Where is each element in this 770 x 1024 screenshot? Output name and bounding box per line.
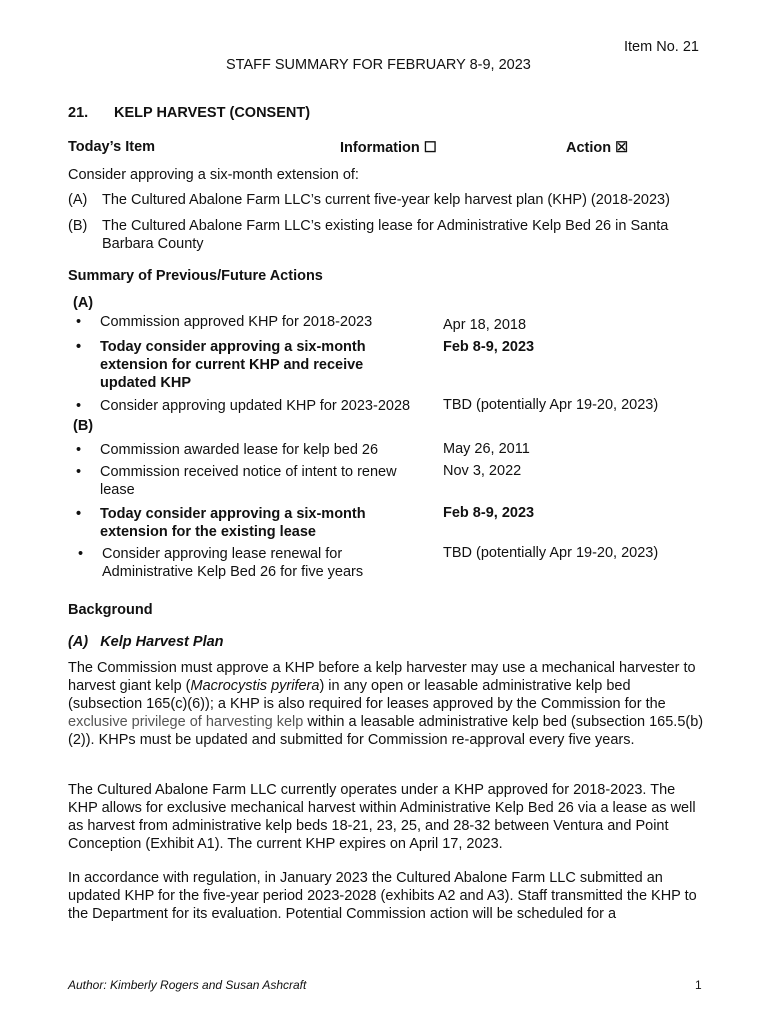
action-date: Apr 18, 2018 — [443, 317, 527, 333]
list-item — [76, 441, 436, 459]
bullet-icon: • — [78, 546, 84, 562]
item-a-label: (A) — [68, 192, 88, 208]
action-date: Nov 3, 2022 — [443, 463, 522, 479]
staff-summary-title: STAFF SUMMARY FOR FEBRUARY 8-9, 2023 — [226, 57, 531, 73]
bullet-icon: • — [76, 506, 82, 522]
list-item — [78, 545, 438, 581]
action-checkbox-label: Action ☒ — [566, 140, 629, 156]
list-item — [76, 338, 436, 392]
action-text: Consider approving updated KHP for 2023-2028 — [100, 398, 411, 414]
list-item — [76, 397, 436, 415]
page-number: 1 — [695, 978, 702, 992]
consider-intro: Consider approving a six-month extension of: — [68, 167, 359, 183]
footer-author: Author: Kimberly Rogers and Susan Ashcraft — [68, 978, 307, 992]
summary-b-label: (B) — [73, 418, 94, 434]
list-item — [76, 505, 436, 541]
summary-a-label: (A) — [73, 295, 94, 311]
bullet-icon: • — [76, 398, 82, 414]
bullet-icon: • — [76, 314, 82, 330]
background-paragraph-1 — [68, 659, 708, 749]
action-date: May 26, 2011 — [443, 441, 530, 457]
item-b-text: The Cultured Abalone Farm LLC’s existing lease for Administrative Kelp Bed 26 in Santa Barbara County — [102, 218, 669, 252]
item-number-label: Item No. 21 — [624, 39, 699, 55]
exclusive-privilege-link[interactable]: exclusive privilege of harvesting kelp — [68, 714, 304, 730]
list-item — [76, 463, 436, 499]
paragraph-text: within a leasable administrative kelp bed (subsection 165.5(b)(2)). KHPs must be updated and submitted for Commission re-approval every five years. — [68, 714, 704, 748]
action-text: Today consider approving a six-month extension for current KHP and receive updated KHP — [100, 339, 366, 391]
item-b-label: (B) — [68, 218, 88, 234]
background-paragraph-3: In accordance with regulation, in January 2023 the Cultured Abalone Farm LLC submitted an updated KHP for the five-year period 2023-2028 (exhibits A2 and A3). Staff transmitted the KHP to the Department for its evaluation. Potential Commission action will be scheduled for a — [68, 870, 697, 922]
action-text: Today consider approving a six-month extension for the existing lease — [100, 506, 366, 540]
action-text: Commission received notice of intent to renew lease — [100, 464, 397, 498]
item-a-text: The Cultured Abalone Farm LLC’s current five-year kelp harvest plan (KHP) (2018-2023) — [102, 192, 670, 208]
species-name: Macrocystis pyrifera — [190, 678, 320, 694]
action-text: Commission approved KHP for 2018-2023 — [100, 314, 373, 330]
kelp-harvest-plan-subheading: (A) Kelp Harvest Plan — [68, 634, 224, 650]
action-date: Feb 8-9, 2023 — [443, 505, 535, 521]
paragraph-text: The Commission must approve a KHP before a kelp harvester may use a mechanical harvester to harvest giant kelp ( — [68, 660, 696, 694]
item-number: 21. — [68, 105, 89, 121]
action-date: Feb 8-9, 2023 — [443, 339, 535, 355]
bullet-icon: • — [76, 464, 82, 480]
action-text: Commission awarded lease for kelp bed 26 — [100, 442, 379, 458]
action-date: TBD (potentially Apr 19-20, 2023) — [443, 397, 659, 413]
todays-item-label: Today’s Item — [68, 139, 156, 155]
action-date: TBD (potentially Apr 19-20, 2023) — [443, 545, 659, 561]
summary-heading: Summary of Previous/Future Actions — [68, 268, 323, 284]
background-paragraph-2: The Cultured Abalone Farm LLC currently operates under a KHP approved for 2018-2023. The KHP allows for exclusive mechanical harvest within Administrative Kelp Bed 26 via a lease as well as harvest from administrative kelp beds 18-21, 23, 25, and 28-32 between Ventura and Point Conception (Exhibit A1). The current KHP expires on April 17, 2023. — [68, 782, 696, 852]
action-text: Consider approving lease renewal for Administrative Kelp Bed 26 for five years — [102, 546, 364, 580]
information-checkbox-label: Information ☐ — [340, 140, 437, 156]
bullet-icon: • — [76, 339, 82, 355]
background-heading: Background — [68, 602, 153, 618]
item-title: KELP HARVEST (CONSENT) — [114, 105, 311, 121]
paragraph-text: ) in any open or leasable administrative kelp bed (subsection 165(c)(6)); a KHP is also required for leases approved by the Commission for the — [68, 678, 666, 712]
list-item — [76, 313, 436, 331]
bullet-icon: • — [76, 442, 82, 458]
